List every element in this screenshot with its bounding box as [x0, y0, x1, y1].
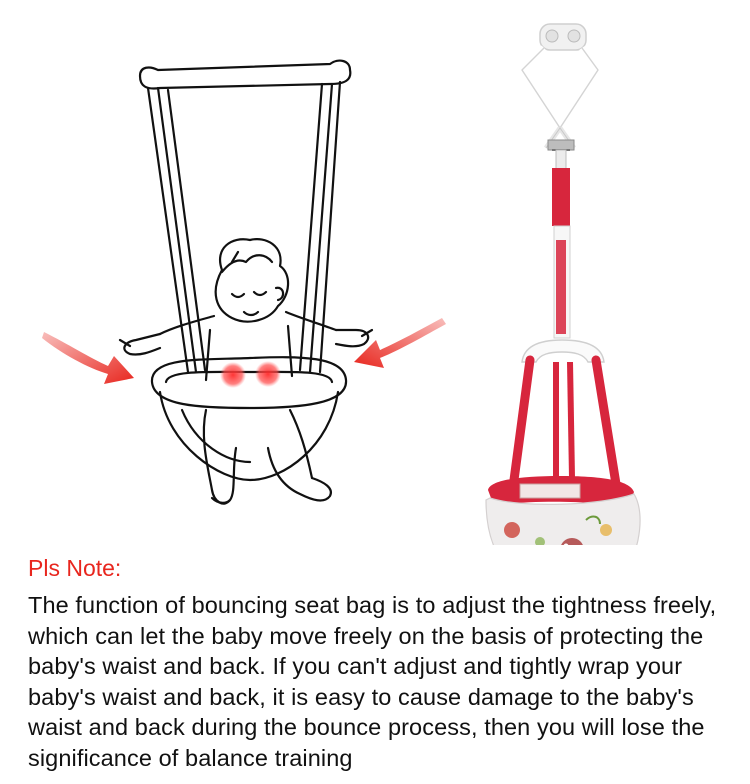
note-title: Pls Note:: [28, 555, 122, 581]
waist-marker-right: [255, 361, 281, 387]
baby-jumper-sketch: [120, 61, 372, 504]
waist-marker-left: [220, 362, 246, 388]
arrow-left-icon: [354, 318, 446, 368]
baby-jumper-product-photo: [486, 24, 640, 545]
note-body: The function of bouncing seat bag is to adjust the tightness freely, which can let the baby move freely on the basis of protecting the baby's waist and back. If you can't adjust and tightly wrap your baby's waist and back, it is easy to cause damage to the baby's waist and back during the bounce process, then you will lose the significance of balance training: [28, 592, 717, 771]
